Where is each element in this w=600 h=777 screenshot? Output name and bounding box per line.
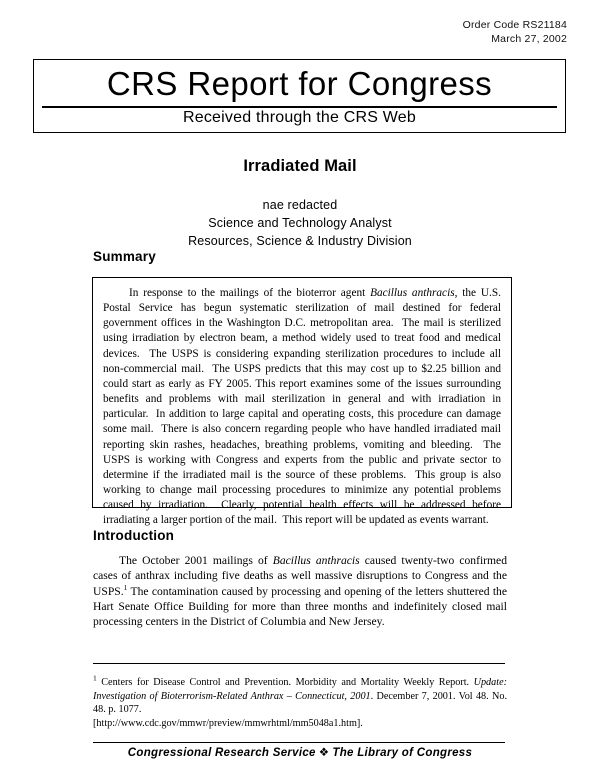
footnote-marker: 1	[93, 673, 97, 683]
page-title: Irradiated Mail	[243, 157, 357, 175]
footnote-separator	[93, 663, 505, 664]
intro-seg-1: The October 2001 mailings of	[119, 554, 273, 567]
summary-italic-term: Bacillus anthracis	[370, 287, 455, 299]
report-date: March 27, 2002	[491, 33, 567, 45]
introduction-paragraph	[93, 553, 507, 629]
introduction-heading: Introduction	[93, 528, 175, 543]
footnote-reference-1[interactable]: 1	[123, 582, 128, 592]
order-code: Order Code RS21184	[462, 19, 567, 31]
footnote-1	[93, 673, 507, 730]
footnote-italic-title: Update: Investigation of Bioterrorism-Related Anthrax – Connecticut, 2001	[93, 677, 507, 702]
masthead-box	[33, 59, 566, 133]
summary-text	[103, 286, 501, 529]
summary-heading: Summary	[93, 249, 156, 264]
diamond-icon: ❖	[318, 747, 330, 759]
summary-seg-1: In response to the mailings of the bioterror agent	[129, 287, 371, 299]
footer-right-text: The Library of Congress	[332, 747, 473, 759]
footnote-url[interactable]: [http://www.cdc.gov/mmwr/preview/mmwrhtml/mm5048a1.htm].	[93, 717, 363, 729]
author-division: Resources, Science & Industry Division	[188, 234, 412, 248]
footer-separator	[93, 742, 505, 743]
masthead-title	[34, 63, 565, 105]
footnote-seg-1: Centers for Disease Control and Prevention. Morbidity and Mortality Weekly Report.	[96, 677, 474, 688]
footer-left-text: Congressional Research Service	[127, 747, 316, 759]
footnote-seg-2: . December 7, 2001. Vol 48. No. 48. p. 1077.	[93, 690, 507, 716]
page-footer	[0, 745, 600, 759]
intro-seg-2: caused twenty-two confirmed cases of anthrax including five deaths as well massive disruptions to Congress and the USPS.	[93, 554, 507, 598]
author-name: nae redacted	[262, 198, 338, 212]
author-block	[0, 196, 600, 250]
masthead-subtitle: Received through the CRS Web	[183, 109, 416, 126]
author-role: Science and Technology Analyst	[208, 216, 392, 230]
masthead-title-text: CRS Report for Congress	[101, 65, 498, 102]
intro-seg-3: The contamination caused by processing and opening of the letters shuttered the Hart Senate Office Building for more than three months and indefinitely closed mail processing centers in the District of Columbia and New Jersey.	[93, 584, 507, 629]
document-meta	[463, 18, 567, 46]
summary-seg-2: , the U.S. Postal Service has begun systematic sterilization of mail destined for federal government offices in the Washington D.C. metropolitan area. The mail is sterilized using irradiation by electron beam, a method widely used to treat food and medical devices. The USPS is considering expanding sterilization procedures to include all non-commercial mail. The USPS predicts that this may cost up to $2.25 billion and could start as early as FY 2005. This report examines some of the issues surrounding benefits and problems with mail sterilization in general and with irradiation in particular. In addition to large capital and operating costs, this procedure can damage some mail. There is also concern regarding people who have handled irradiated mail reporting skin rashes, headaches, breathing problems, vomiting and bleeding. The USPS is working with Congress and experts from the public and private sector to determine if the irradiated mail is the source of these problems. This group is also working to change mail processing procedures to minimize any potential problems caused by irradiation. Clearly, potential health effects will be addressed before irradiating a larger portion of the mail. This report will be updated as events warrant.	[103, 287, 501, 527]
summary-box	[92, 277, 512, 527]
intro-italic-term: Bacillus anthracis	[272, 554, 360, 567]
